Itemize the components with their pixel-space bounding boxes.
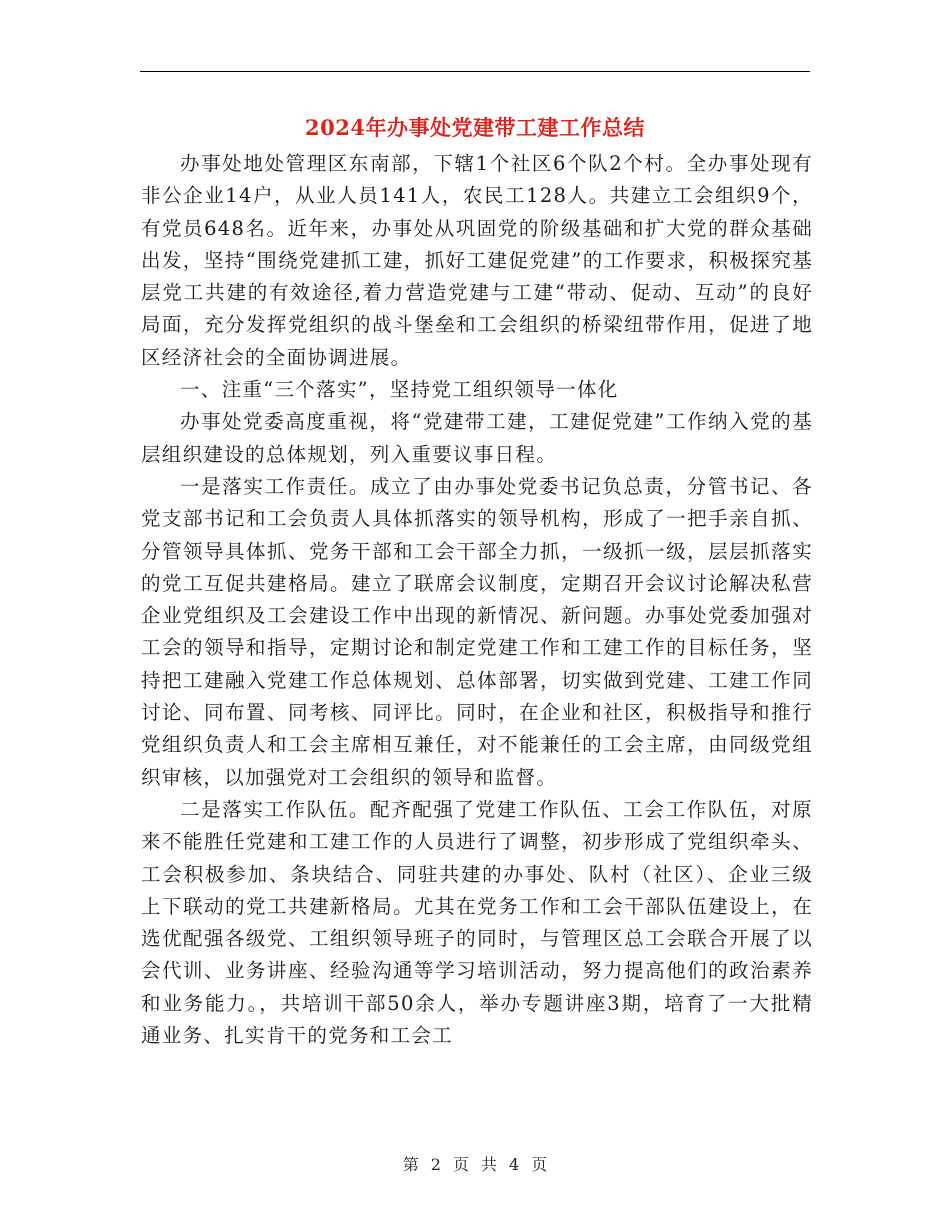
paragraph-overview: 办事处党委高度重视，将“党建带工建，工建促党建”工作纳入党的基层组织建设的总体规划，列入重要议事日程。 <box>141 410 813 466</box>
page-footer <box>0 1153 950 1177</box>
section-heading: 一、注重“三个落实”，坚持党工组织领导一体化 <box>180 378 619 402</box>
document-title: 2024年办事处党建带工建工作总结 <box>305 115 645 140</box>
page-total-number: 4 <box>509 1155 520 1174</box>
total-label: 共 <box>481 1155 498 1174</box>
page-current-number: 2 <box>430 1155 441 1174</box>
page-label-prefix: 第 <box>402 1155 419 1174</box>
paragraph-team: 二是落实工作队伍。配齐配强了党建工作队伍、工会工作队伍，对原来不能胜任党建和工建工作的人员进行了调整，初步形成了党组织牵头、工会积极参加、条块结合、同驻共建的办事处、队村（社区）、企业三级上下联动的党工共建新格局。尤其在党务工作和工会干部队伍建设上，在选优配强各级党、工组织领导班子的同时，与管理区总工会联合开展了以会代训、业务讲座、经验沟通等学习培训活动，努力提高他们的政治素养和业务能力。，共培训干部50余人，举办专题讲座3期，培育了一大批精通业务、扎实肯干的党务和工会工 <box>141 797 813 1048</box>
page-label-suffix: 页 <box>531 1155 548 1174</box>
document-body <box>141 148 813 1052</box>
header-rule <box>140 71 810 72</box>
paragraph-responsibility: 一是落实工作责任。成立了由办事处党委书记负总责，分管书记、各党支部书记和工会负责人具体抓落实的领导机构，形成了一把手亲自抓、分管领导具体抓、党务干部和工会干部全力抓，一级抓一级，层层抓落实的党工互促共建格局。建立了联席会议制度，定期召开会议讨论解决私营企业党组织及工会建设工作中出现的新情况、新问题。办事处党委加强对工会的领导和指导，定期讨论和制定党建工作和工建工作的目标任务，坚持把工建融入党建工作总体规划、总体部署，切实做到党建、工建工作同讨论、同布置、同考核、同评比。同时，在企业和社区，积极指导和推行党组织负责人和工会主席相互兼任，对不能兼任的工会主席，由同级党组织审核，以加强党对工会组织的领导和监督。 <box>141 474 813 789</box>
paragraph-intro: 办事处地处管理区东南部，下辖1个社区6个队2个村。全办事处现有非公企业14户，从业人员141人，农民工128人。共建立工会组织9个，有党员648名。近年来，办事处从巩固党的阶级基础和扩大党的群众基础出发，坚持“围绕党建抓工建，抓好工建促党建”的工作要求，积极探究基层党工共建的有效途径,着力营造党建与工建“带动、促动、互动”的良好局面，充分发挥党组织的战斗堡垒和工会组织的桥梁纽带作用，促进了地区经济社会的全面协调进展。 <box>141 152 813 369</box>
page-label-mid: 页 <box>452 1155 469 1174</box>
